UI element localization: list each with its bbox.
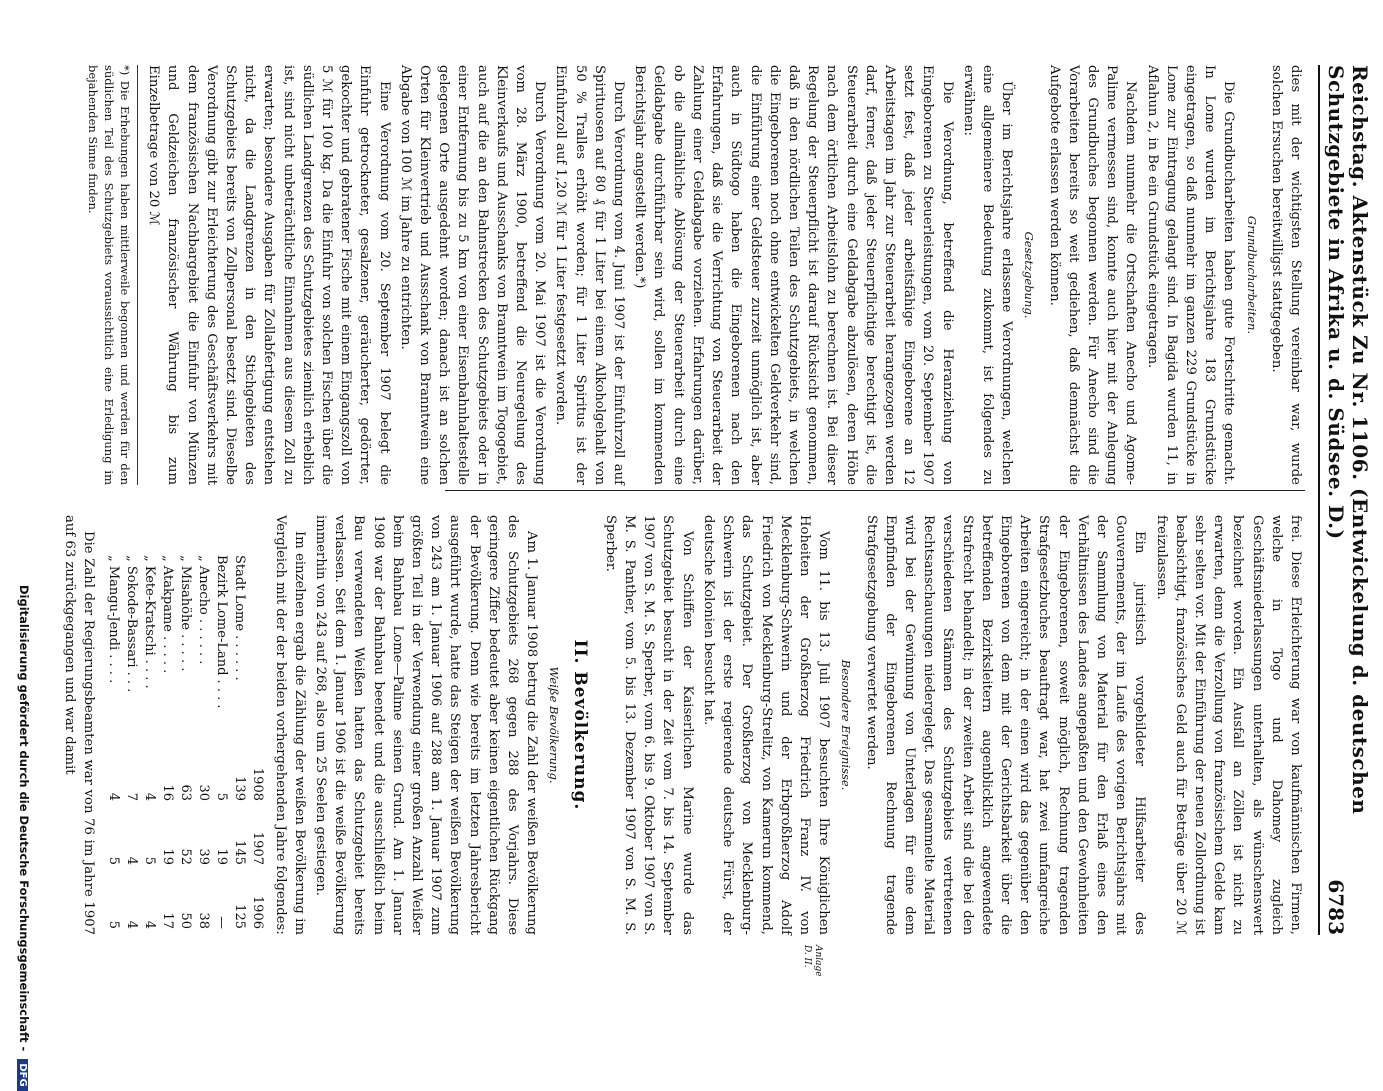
paragraph: Die Grundbucharbeiten haben gute Fortschritte gemacht. In Lome wurden im Berichtsjahre 183 Grundstücke eingetragen, so daß nunmehr im ganzen 229 Grundstücke in Lome zur Eintragung gelangt sind. In Bagida wurden 11, in Aflahun 2, in Be ein Grundstück eingetragen. xyxy=(1144,65,1237,485)
section-subheading: Besondere Ereignisse. xyxy=(839,659,854,791)
table-cell: 4 xyxy=(142,792,158,801)
digitization-credit xyxy=(17,585,31,1087)
table-cell: 50 xyxy=(178,912,194,929)
table-cell: „ Misahöhe . . . . . xyxy=(178,555,194,672)
table-cell: 38 xyxy=(196,912,212,929)
table-row xyxy=(176,515,194,935)
paragraph: Am 1. Januar 1908 betrug die Zahl der weißen Bevölkerung des Schutzgebiets 268 gegen 288 des Vorjahrs. Diese geringere Ziffer bedeutet aber keinen eigentlichen Rückgang der Bevölkerung. Denn wie bereits im letzten Jahresbericht ausgeführt wurde, hatte das Steigen der weißen Bevölkerung von 243 am 1. Januar 1906 auf 288 am 1. Januar 1907 zum größten Teil in der Verwendung einer großen Anzahl Weißer beim Bahnbau Lome—Palime seinen Grund. Am 1. Januar 1908 war der Bahnbau beendet und die ausschließlich beim Bau verwendeten Weißen hatten das Schutzgebiet bereits verlassen. Seit dem 1. Januar 1906 ist die weiße Bevölkerung immerhin von 243 auf 268, also um 25 Seelen gestiegen. xyxy=(313,515,540,935)
table-row xyxy=(140,515,158,935)
table-cell: „ Mangu-Jendi . . . . xyxy=(106,555,122,684)
table-cell: 5 xyxy=(106,856,122,865)
paragraph: Nachdem nunmehr die Ortschaften Anecho und Agome-Palime vermessen sind, konnte auch hier mit der Anlegung des Grundbuches begonnen werden. Für Anecho sind die Vorarbeiten bereits so weit gediehen, daß demnächst die Aufgebote erlassen werden können. xyxy=(1046,65,1139,485)
table-cell: 39 xyxy=(196,848,212,865)
paragraph: Eine Verordnung vom 20. September 1907 belegt die Einfuhr getrockneter, gesalzener, geräucherter, gedörrter, gekochter und gebratener Fische mit einem Eingangszoll von 5 ℳ für 100 kg. Da die Einfuhr von solchen Fischen über die südlichen Landgrenzen des Schutzgebietes ziemlich erheblich ist, sind nicht unbeträchtliche Einnahmen aus diesem Zoll zu erwarten; besondere Ausgaben für Zollabfertigung entstehen nicht, da die Landgrenzen in den Stichgebieten des Schutzgebiets bereits von Zollpersonal besetzt sind. Dieselbe Verordnung gibt zur Erleichterung des Geschäftsverkehrs mit dem französischen Nachbargebiet die Einfuhr von Münzen und Geldzeichen französischer Währung bis zum Einzelbetrage von 20 ℳ xyxy=(146,65,392,485)
page-number: 6783 xyxy=(1324,879,1348,935)
table-cell: 4 xyxy=(124,920,140,929)
footnote: *) Die Erhebungen haben mittlerweile begonnen und werden für den südlichen Teil des Schutzgebiets voraussichtlich eine Erledigung im bejahenden Sinne finden. xyxy=(85,65,138,485)
column-header: 1908 xyxy=(250,767,266,801)
table-header-row xyxy=(248,515,266,935)
section-subheading: Grundbucharbeiten. xyxy=(1244,215,1259,335)
table-cell: — xyxy=(214,916,230,929)
table-cell: Bezirk Lome-Land . . . . xyxy=(214,555,230,709)
margin-note: Anlage D. II. xyxy=(802,945,823,977)
table-cell: 63 xyxy=(178,784,194,801)
paragraph: Im einzelnen ergab die Zählung der weißen Bevölkerung im Vergleich mit der der beiden vorhergehenden Jahre folgendes: xyxy=(272,515,307,935)
paragraph: frei. Diese Erleichterung war von kaufmännischen Firmen, welche in Togo und Dahomey zugleich Geschäftsniederlassungen unterhalten, als wünschenswert bezeichnet worden. Ein Ausfall an Zöllen ist nicht zu erwarten, denn die Verzollung von französischem Gelde kam sehr selten vor. Mit der Einführung der neuen Zollordnung ist beabsichtigt, französisches Geld auch für Beträge über 20 ℳ freizulassen. xyxy=(1153,515,1303,935)
table-cell: 5 xyxy=(214,792,230,801)
table-row xyxy=(158,515,176,935)
table-row xyxy=(104,515,122,935)
paragraph: Die Zahl der Regierungsbeamten war von 76 im Jahre 1907 auf 63 zurückgegangen und war damit xyxy=(62,515,97,935)
section-subheading: Gesetzgebung. xyxy=(1022,231,1037,319)
table-cell: 4 xyxy=(106,792,122,801)
table-cell: 30 xyxy=(196,784,212,801)
paragraph: dies mit der wichtigsten Stellung vereinbar war, wurde solchen Ersuchen bereitwilligst stattgegeben. xyxy=(1268,65,1303,485)
dfg-logo: DFG xyxy=(17,1059,28,1090)
column-header: 1907 xyxy=(250,831,266,865)
paragraph: Durch Verordnung vom 4. Juni 1907 ist der Einfuhrzoll auf Spirituosen auf 80 ₰ für 1 Liter bei einem Alkoholgehalt von 50 % Tralles erhöht worden; für 1 Liter Spiritus ist der Einfuhrzoll auf 1,20 ℳ für 1 Liter festgesetzt worden. xyxy=(553,65,627,485)
table-cell: 52 xyxy=(178,848,194,865)
column-divider xyxy=(445,490,1305,491)
section-heading: II. Bevölkerung. xyxy=(569,639,590,811)
paragraph: Durch Verordnung vom 20. Mai 1907 ist die Verordnung vom 28. März 1900, betreffend die Neuregelung des Kleinverkaufs und Ausschanks von Branntwein im Togogebiet, auch auf die an den Bahnstrecken des Schutzgebiets oder in einer Entfernung bis zu 5 km von einer Eisenbahnhaltestelle gelegenen Orte ausgedehnt worden; danach ist an solchen Orten für Kleinvertrieb und Ausschank von Branntwein eine Abgabe von 100 ℳ im Jahre zu entrichten. xyxy=(397,65,548,485)
table-cell: Stadt Lome . . . . . . xyxy=(232,555,248,681)
table-cell: 145 xyxy=(232,840,248,865)
table-row xyxy=(230,515,248,935)
page-title: Reichstag. Aktenstück Zu Nr. 1106. (Entwickelung d. deutschen Schutzgebiete in Afrika u. d. Südsee. D.) xyxy=(1324,65,1372,815)
table-cell: 5 xyxy=(106,920,122,929)
paragraph: Über im Berichtsjahre erlassene Verordnungen, welchen eine allgemeinere Bedeutung zukommt, ist folgendes zu erwähnen: xyxy=(960,65,1015,485)
right-column xyxy=(58,515,1305,935)
table-cell: 4 xyxy=(142,920,158,929)
table-cell: „ Anecho . . . . . . xyxy=(196,555,212,665)
table-cell: 16 xyxy=(160,784,176,801)
table-row xyxy=(122,515,140,935)
paragraph: Ein juristisch vorgebildeter Hilfsarbeiter des Gouvernements, der im Laufe des vorigen Berichtsjahrs mit der Sammlung von Material für den Erlaß eines den Verhältnissen des Landes angepaßten und den Gewohnheiten der Eingeborenen, soweit möglich, Rechnung tragenden Strafgesetzbuches beauftragt war, hat zwei umfangreiche Arbeiten eingereicht; in der einen wird das gegenüber den Eingeborenen von dem mit der Gerichtsbarkeit über die betreffenden Bezirksleitern augenblicklich angewendete Strafrecht behandelt; in der zweiten Arbeit sind die bei den verschiedenen Stämmen des Schutzgebiets vertretenen Rechtsanschauungen niedergelegt. Das gesammelte Material wird bei der Gewinnung von Unterlagen für eine dem Empfinden der Eingeborenen Rechnung tragende Strafgesetzgebung verwertet werden. xyxy=(863,515,1148,935)
paragraph: Von Schiffen der Kaiserlichen Marine wurde das Schutzgebiet besucht in der Zeit vom 7. bis 14. September 1907 von S. M. S. Sperber, vom 6. bis 9. Oktober 1907 von S. M. S. Panther, vom 5. bis 13. Dezember 1907 von S. M. S. Sperber. xyxy=(602,515,695,935)
table-cell: „ Kete-Kratschi . . . . xyxy=(142,555,158,689)
table-cell: 4 xyxy=(124,856,140,865)
table-cell: 139 xyxy=(232,776,248,801)
table-cell: 19 xyxy=(214,848,230,865)
column-header: 1906 xyxy=(250,895,266,929)
population-table xyxy=(104,515,266,935)
left-column xyxy=(85,65,1305,485)
table-cell: 125 xyxy=(232,904,248,929)
table-row xyxy=(212,515,230,935)
table-cell: „ Atakpame . . . . . xyxy=(160,555,176,674)
table-cell: 7 xyxy=(124,792,140,801)
paragraph: Die Verordnung, betreffend die Heranziehung von Eingeborenen zu Steuerleistungen, vom 20. September 1907 setzt fest, daß jeder arbeitsfähige Eingeborene an 12 Arbeitstagen im Jahr zur Steuerarbeit herangezogen werden darf, ferner, daß jeder Steuerpflichtige berechtigt ist, die Steuerarbeit durch eine Geldabgabe abzulösen, deren Höhe nach dem örtlichen Arbeitslohn zu berechnen ist. Bei dieser Regelung der Steuerpflicht ist darauf Rücksicht genommen, daß in den nördlichen Teilen des Schutzgebiets, in welchen die Eingeborenen noch ohne entwickelten Geldverkehr sind, die Einführung einer Geldsteuer zurzeit unmöglich ist, aber auch in Südtogo haben die Eingeborenen nach den Erfahrungen, daß sie die Verrichtung von Steuerarbeit der Zahlung einer Geldabgabe vorziehen. Erfahrungen darüber, ob die allmähliche Ablösung der Steuerarbeit durch eine Geldabgabe durchführbar sein wird, sollen im kommenden Berichtsjahr angestellt werden.*) xyxy=(632,65,955,485)
page-header xyxy=(1318,65,1372,935)
table-cell: „ Sokode-Bassari . . . xyxy=(124,555,140,693)
table-cell: 5 xyxy=(142,856,158,865)
table-cell: 17 xyxy=(160,912,176,929)
section-subheading: Weiße Bevölkerung. xyxy=(547,666,562,784)
credit-text: Digitalisierung gefördert durch die Deutsche Forschungsgemeinschaft - xyxy=(17,585,31,1052)
paragraph: Vom 11. bis 13. Juli 1907 besuchten Ihre Königlichen Hoheiten der Großherzog Friedrich Franz IV. von Mecklenburg-Schwerin und der Erbgroßherzog Adolf Friedrich von Mecklenburg-Strelitz, von Kamerun kommend, das Schutzgebiet. Der Großherzog von Mecklenburg-Schwerin ist der erste regierende deutsche Fürst, der deutsche Kolonien besucht hat. xyxy=(700,515,832,935)
table-row xyxy=(194,515,212,935)
table-cell: 19 xyxy=(160,848,176,865)
